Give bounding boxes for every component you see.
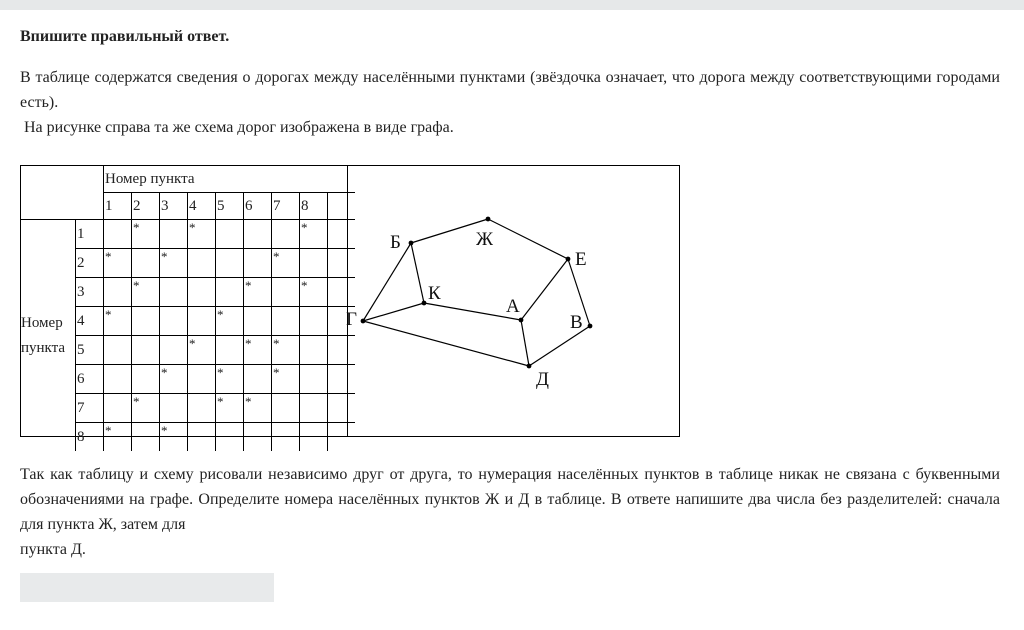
- table-cell: [160, 220, 188, 249]
- table-cell: *: [244, 278, 272, 307]
- row-number: 7: [76, 394, 104, 423]
- table-cell: *: [160, 249, 188, 278]
- table-cell: [272, 423, 300, 452]
- top-bar: [0, 0, 1024, 10]
- table-cell: [188, 278, 216, 307]
- table-cell: *: [244, 394, 272, 423]
- row-number: 8: [76, 423, 104, 452]
- question-text-end: пункта Д.: [20, 541, 86, 558]
- column-number: 4: [188, 193, 216, 220]
- table-cell: [104, 220, 132, 249]
- table-cell: [104, 278, 132, 307]
- row-number: 1: [76, 220, 104, 249]
- graph-edge: [411, 243, 424, 303]
- table-cell: [160, 278, 188, 307]
- vertex-label: В: [570, 312, 583, 333]
- table-cell: [188, 365, 216, 394]
- graph-vertex: [519, 318, 524, 323]
- column-number: 7: [272, 193, 300, 220]
- graph-vertex: [588, 324, 593, 329]
- table-cell: [104, 394, 132, 423]
- table-cell: [132, 336, 160, 365]
- column-number: 6: [244, 193, 272, 220]
- table-cell: [272, 307, 300, 336]
- table-cell: [160, 394, 188, 423]
- table-cell: [216, 336, 244, 365]
- table-corner: [21, 166, 104, 220]
- vertex-label: Е: [575, 249, 587, 270]
- table-cell: [104, 336, 132, 365]
- graph-edge: [521, 259, 568, 320]
- table-cell: *: [160, 423, 188, 452]
- table-cell: *: [216, 307, 244, 336]
- table-cell: *: [300, 220, 328, 249]
- table-cell: [272, 394, 300, 423]
- table-cell: *: [272, 365, 300, 394]
- graph-vertex: [361, 319, 366, 324]
- table-cell: [132, 307, 160, 336]
- table-cell: [244, 307, 272, 336]
- task-heading: Впишите правильный ответ.: [20, 28, 230, 45]
- vertex-label: Д: [536, 369, 549, 390]
- graph-vertex: [409, 241, 414, 246]
- table-cell: [244, 249, 272, 278]
- table-cell: *: [132, 220, 160, 249]
- table-cell: [272, 220, 300, 249]
- table-cell: [188, 394, 216, 423]
- table-cell: *: [272, 336, 300, 365]
- answer-input[interactable]: [20, 573, 274, 602]
- vertex-label: А: [506, 296, 520, 317]
- table-cell: *: [188, 220, 216, 249]
- graph-vertex: [486, 217, 491, 222]
- table-cell: *: [160, 365, 188, 394]
- table-cell: [300, 394, 328, 423]
- table-cell: [188, 249, 216, 278]
- column-number: 8: [300, 193, 328, 220]
- row-header: [21, 220, 76, 452]
- table-cell: [188, 423, 216, 452]
- column-header: Номер пункта: [104, 166, 328, 193]
- graph-edge: [488, 219, 568, 259]
- table-header-row: [21, 166, 355, 193]
- table-cell: *: [216, 365, 244, 394]
- table-cell: *: [104, 307, 132, 336]
- table-cell: [244, 423, 272, 452]
- column-number: 2: [132, 193, 160, 220]
- intro-text: В таблице содержатся сведения о дорогах между населёнными пунктами (звёздочка означает, что дорога между соответствующими городами есть).: [20, 69, 1000, 111]
- table-cell: *: [132, 278, 160, 307]
- vertex-label: Ж: [476, 229, 494, 250]
- table-cell: [104, 365, 132, 394]
- table-cell: [244, 365, 272, 394]
- vertex-label: Г: [346, 309, 357, 330]
- table-row: [21, 220, 355, 249]
- table-cell: *: [216, 394, 244, 423]
- intro-graph-note: На рисунке справа та же схема дорог изображена в виде графа.: [24, 119, 454, 136]
- table-cell: [300, 365, 328, 394]
- roads-table: [21, 166, 355, 451]
- row-number: 4: [76, 307, 104, 336]
- row-number: 2: [76, 249, 104, 278]
- table-cell: [300, 307, 328, 336]
- row-number: 3: [76, 278, 104, 307]
- vertex-label: Б: [390, 232, 401, 253]
- graph-vertex: [527, 364, 532, 369]
- table-cell: [216, 423, 244, 452]
- column-number: 5: [216, 193, 244, 220]
- graph-edge: [363, 321, 529, 366]
- row-header-line: пункта: [21, 339, 66, 356]
- row-number: 6: [76, 365, 104, 394]
- table-cell: *: [132, 394, 160, 423]
- question-text: Так как таблицу и схему рисовали независимо друг от друга, то нумерация населённых пунктов в таблице никак не связана с буквенными обозначениями на графе. Определите номера населённых пунктов Ж и Д в таблице. В ответе напишите два числа без разделителей: сначала для пункта Ж, затем для: [20, 466, 1000, 533]
- graph-edge: [521, 320, 529, 366]
- task-intro: [20, 65, 1000, 140]
- table-cell: *: [104, 423, 132, 452]
- table-cell: [132, 423, 160, 452]
- table-cell: *: [188, 336, 216, 365]
- road-graph: [347, 166, 680, 436]
- table-cell: *: [272, 249, 300, 278]
- vertex-label: К: [428, 283, 441, 304]
- table-cell: [216, 220, 244, 249]
- task-question: [20, 462, 1000, 562]
- table-cell: [300, 249, 328, 278]
- task-figure: [20, 165, 680, 445]
- table-cell: *: [244, 336, 272, 365]
- column-number: 3: [160, 193, 188, 220]
- table-cell: [272, 278, 300, 307]
- row-number: 5: [76, 336, 104, 365]
- table-cell: [300, 336, 328, 365]
- column-number: 1: [104, 193, 132, 220]
- graph-vertex: [566, 257, 571, 262]
- table-cell: [244, 220, 272, 249]
- table-cell: [160, 336, 188, 365]
- table-cell: [132, 365, 160, 394]
- table-cell: [132, 249, 160, 278]
- table-cell: *: [300, 278, 328, 307]
- table-cell: *: [104, 249, 132, 278]
- graph-drawing: [348, 166, 680, 436]
- table-cell: [160, 307, 188, 336]
- table-cell: [188, 307, 216, 336]
- table-cell: [300, 423, 328, 452]
- row-header-line: Номер: [21, 314, 63, 331]
- graph-vertex: [422, 301, 427, 306]
- table-cell: [216, 278, 244, 307]
- table-cell: [216, 249, 244, 278]
